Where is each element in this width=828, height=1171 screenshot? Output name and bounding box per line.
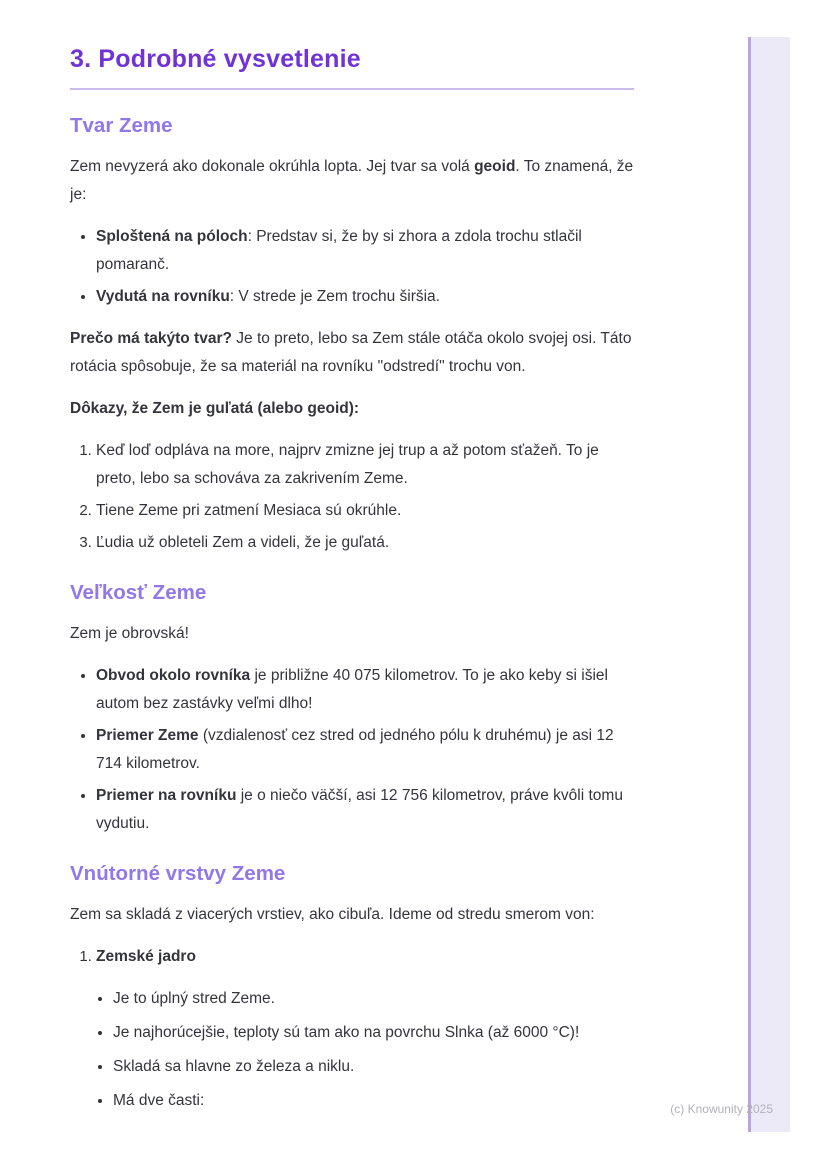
sub-list-item: • Je najhorúcejšie, teploty sú tam ako na povrchu Slnka (až 6000 °C)! — [113, 1019, 634, 1047]
list-item: • Vydutá na rovníku: V strede je Zem trochu širšia. — [96, 283, 634, 311]
sub-list-item: • Skladá sa hlavne zo železa a niklu. — [113, 1053, 634, 1081]
numbered-list — [70, 943, 634, 1115]
bold-text: Priemer na rovníku — [96, 787, 237, 804]
section-heading: Tvar Zeme — [70, 114, 173, 137]
paragraph: Zem nevyzerá ako dokonale okrúhla lopta. Jej tvar sa volá geoid. To znamená, že je: — [70, 158, 634, 203]
page-title: 3. Podrobné vysvetlenie — [70, 45, 361, 73]
title-divider — [70, 88, 634, 90]
section-heading: Vnútorné vrstvy Zeme — [70, 862, 286, 885]
bold-text: Zemské jadro — [96, 948, 196, 965]
bold-text: Sploštená na póloch — [96, 228, 248, 245]
document-section — [70, 579, 634, 838]
sub-list-item: • Má dve časti: — [113, 1087, 634, 1115]
document-section — [70, 860, 634, 1115]
list-item: • Sploštená na póloch: Predstav si, že by si zhora a zdola trochu stlačil pomaranč. — [96, 223, 634, 279]
paragraph: Zem je obrovská! — [70, 625, 189, 642]
paragraph: Zem sa skladá z viacerých vrstiev, ako cibuľa. Ideme od stredu smerom von: — [70, 906, 595, 923]
list-item: 2. Tiene Zeme pri zatmení Mesiaca sú okrúhle. — [96, 497, 634, 525]
document-section — [70, 112, 634, 557]
bullet-list — [70, 662, 634, 838]
list-item — [96, 943, 634, 1115]
paragraph — [70, 395, 634, 423]
list-item: • Priemer na rovníku je o niečo väčší, asi 12 756 kilometrov, práve kvôli tomu vydutiu. — [96, 782, 634, 838]
document-sections — [70, 112, 634, 1115]
bold-text: Priemer Zeme — [96, 727, 199, 744]
bold-text: Obvod okolo rovníka — [96, 667, 251, 684]
sub-bullet-list — [96, 985, 634, 1115]
bold-text: Dôkazy, že Zem je guľatá (alebo geoid): — [70, 400, 360, 417]
list-item: 3. Ľudia už obleteli Zem a videli, že je guľatá. — [96, 529, 634, 557]
bold-text: geoid — [474, 158, 516, 175]
sub-list-item: • Je to úplný stred Zeme. — [113, 985, 634, 1013]
bullet-list — [70, 223, 634, 311]
copyright-notice: (c) Knowunity 2025 — [670, 1102, 773, 1116]
document-content — [70, 0, 634, 1129]
bold-text: Vydutá na rovníku — [96, 288, 230, 305]
section-heading: Veľkosť Zeme — [70, 581, 207, 604]
list-item: • Priemer Zeme (vzdialenosť cez stred od jedného pólu k druhému) je asi 12 714 kilometrov. — [96, 722, 634, 778]
numbered-list — [70, 437, 634, 557]
paragraph: Prečo má takýto tvar? Je to preto, lebo sa Zem stále otáča okolo svojej osi. Táto rotácia spôsobuje, že sa materiál na rovníku "odstredí" trochu von. — [70, 330, 632, 375]
page-margin-decoration — [748, 37, 790, 1132]
bold-text: Prečo má takýto tvar? — [70, 330, 232, 347]
list-item: 1. Keď loď odpláva na more, najprv zmizne jej trup a až potom sťažeň. To je preto, lebo sa schováva za zakrivením Zeme. — [96, 437, 634, 493]
list-item: • Obvod okolo rovníka je približne 40 075 kilometrov. To je ako keby si išiel autom bez zastávky veľmi dlho! — [96, 662, 634, 718]
